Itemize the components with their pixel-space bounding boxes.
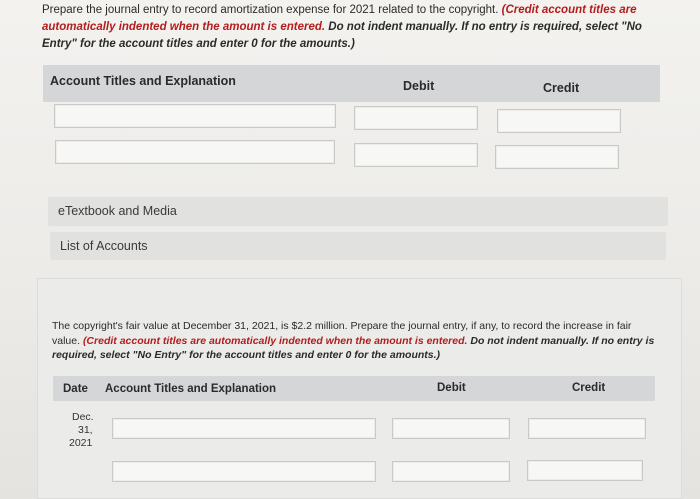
- date-month: Dec.: [72, 411, 94, 423]
- part1-col-credit: Credit: [543, 81, 580, 95]
- part2-col-account: Account Titles and Explanation: [105, 383, 277, 395]
- part2-row2-account-input[interactable]: [112, 461, 376, 482]
- part2-prompt-note: (Credit account titles are automatically indented when the amount is entered.: [82, 334, 468, 347]
- etextbook-label: eTextbook and Media: [58, 204, 177, 218]
- part2-row2-credit-input[interactable]: [527, 460, 643, 481]
- etextbook-link[interactable]: [48, 197, 668, 226]
- part1-prompt-text: Prepare the journal entry to record amortization expense for 2021 related to the copyright.: [42, 4, 502, 16]
- part1-prompt-note-cont: Do not indent manually. If no entry is required, select "No Entry" for the account titles and enter 0 for the amounts.): [42, 21, 642, 50]
- part2-col-credit: Credit: [572, 382, 606, 394]
- part2-instructions: [52, 319, 662, 363]
- part1-table-header: [43, 65, 660, 102]
- part2-row1-debit-input[interactable]: [392, 418, 510, 439]
- part1-row2-debit-input[interactable]: [354, 143, 478, 167]
- part1-row2-credit-input[interactable]: [495, 145, 619, 169]
- part2-prompt-text: The copyright's fair value at December 31, 2021, is $2.2 million. Prepare the journal entry, if any, to record the increase in fair value.: [52, 320, 632, 347]
- part2-prompt-note-cont: Do not indent manually. If no entry is required, select "No Entry" for the account titles and enter 0 for the amounts.): [52, 334, 655, 361]
- part1-row1-credit-input[interactable]: [497, 109, 621, 133]
- part1-row2-account-input[interactable]: [55, 140, 335, 164]
- part1-col-account: Account Titles and Explanation: [50, 74, 236, 88]
- part2-col-debit: Debit: [437, 382, 466, 394]
- list-of-accounts-link[interactable]: [50, 232, 666, 260]
- date-year: 2021: [69, 437, 93, 449]
- part1-row1-debit-input[interactable]: [354, 106, 478, 130]
- part1-instructions: [42, 2, 672, 53]
- part2-row1-account-input[interactable]: [112, 418, 376, 439]
- part1-col-debit: Debit: [403, 79, 435, 93]
- part2-table-header: [53, 376, 655, 401]
- list-of-accounts-label: List of Accounts: [60, 239, 148, 253]
- part1-row1-account-input[interactable]: [54, 104, 336, 128]
- part2-row1-credit-input[interactable]: [528, 418, 646, 439]
- part2-date-cell: [60, 411, 100, 450]
- date-day: 31,: [78, 424, 93, 436]
- part1-prompt-note: (Credit account titles are automatically indented when the amount is entered.: [42, 4, 637, 33]
- part2-row2-debit-input[interactable]: [392, 461, 510, 482]
- part2-col-date: Date: [63, 383, 88, 395]
